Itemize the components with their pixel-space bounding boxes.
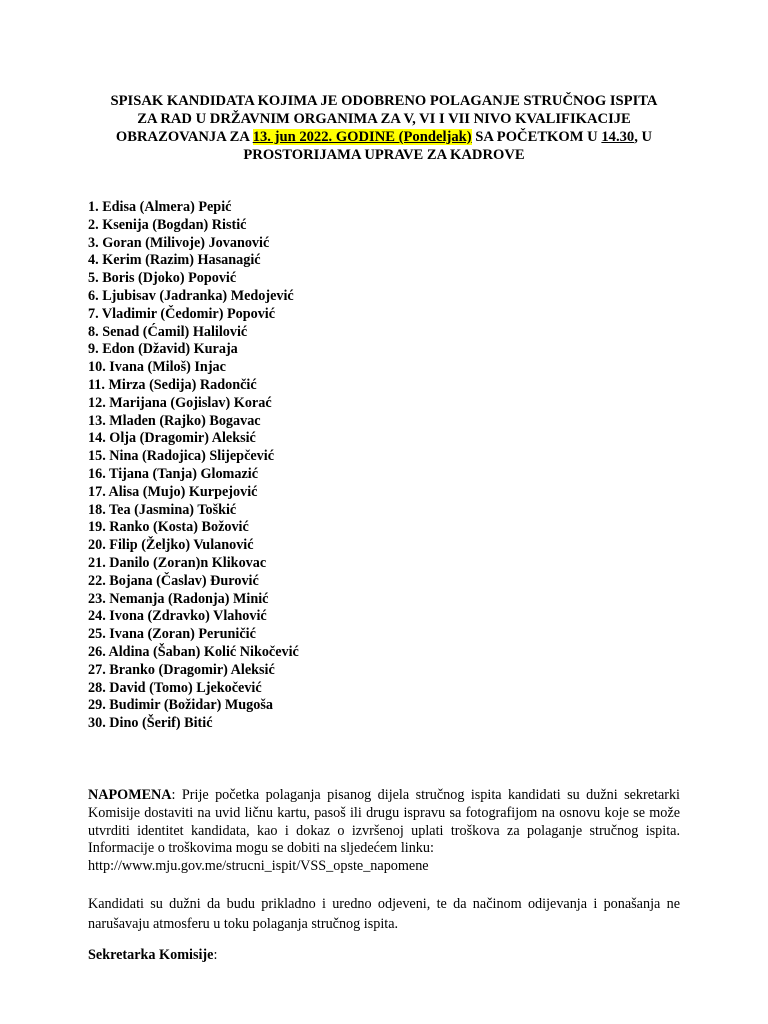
signature-label: Sekretarka Komisije [88, 947, 214, 963]
candidate-item: 9. Edon (Džavid) Kuraja [88, 341, 238, 358]
candidate-item: 20. Filip (Željko) Vulanović [88, 537, 254, 554]
info-link[interactable]: http://www.mju.gov.me/strucni_ispit/VSS_opste_napomene [88, 858, 429, 875]
candidate-item: 7. Vladimir (Čedomir) Popović [88, 305, 276, 322]
signature-colon: : [213, 947, 218, 963]
title-line-3-prefix: OBRAZOVANJA ZA [115, 129, 253, 145]
title-line-3-suffix: , U [634, 129, 653, 145]
candidate-item: 26. Aldina (Šaban) Kolić Nikočević [88, 643, 299, 660]
candidate-item: 3. Goran (Milivoje) Jovanović [88, 234, 270, 251]
candidate-item: 12. Marijana (Gojislav) Korać [88, 394, 272, 411]
candidate-item: 19. Ranko (Kosta) Božović [88, 519, 249, 536]
candidate-item: 2. Ksenija (Bogdan) Ristić [88, 216, 247, 233]
exam-date-highlight: 13. jun 2022. GODINE (Pondeljak) [252, 129, 472, 145]
candidate-item: 25. Ivana (Zoran) Peruničić [88, 626, 256, 643]
note-text: : Prije početka polaganja pisanog dijela stručnog ispita kandidati su dužni sekretarki Komisije dostaviti na uvid ličnu kartu, pasoš ili drugu ispravu sa fotografijom na osnovu koje se može utvrditi identitet kandidata, kao i dokaz o izvršenoj uplati troškova za polaganje stručnog ispita. Informacije o troškovima mogu se dobiti na sljedećem linku: [88, 787, 680, 857]
title-line-3-mid: SA POČETKOM U [471, 129, 602, 145]
title-line-1: SPISAK KANDIDATA KOJIMA JE ODOBRENO POLAGANJE STRUČNOG ISPITA [110, 93, 658, 109]
signature-block [88, 947, 217, 964]
candidate-item: 27. Branko (Dragomir) Aleksić [88, 661, 275, 678]
candidate-item: 4. Kerim (Razim) Hasanagić [88, 252, 261, 269]
note-label: NAPOMENA [88, 787, 172, 803]
title-line-4: PROSTORIJAMA UPRAVE ZA KADROVE [243, 147, 525, 163]
candidate-item: 15. Nina (Radojica) Slijepčević [88, 448, 274, 465]
candidate-item: 8. Senad (Ćamil) Halilović [88, 323, 248, 340]
candidate-item: 21. Danilo (Zoran)n Klikovac [88, 554, 267, 571]
candidate-item: 29. Budimir (Božidar) Mugoša [88, 697, 273, 714]
dress-code-paragraph: Kandidati su dužni da budu prikladno i uredno odjeveni, te da načinom odijevanja i ponašanja ne narušavaju atmosferu u toku polaganja stručnog ispita. [88, 896, 680, 932]
candidate-list [88, 199, 299, 733]
candidate-item: 22. Bojana (Časlav) Đurović [88, 572, 259, 589]
candidate-item: 1. Edisa (Almera) Pepić [88, 199, 232, 215]
candidate-item: 5. Boris (Djoko) Popović [88, 270, 237, 287]
candidate-item: 30. Dino (Šerif) Bitić [88, 715, 213, 732]
title-line-2: ZA RAD U DRŽAVNIM ORGANIMA ZA V, VI I VII NIVO KVALIFIKACIJE [137, 111, 631, 127]
candidate-item: 17. Alisa (Mujo) Kurpejović [88, 483, 258, 500]
candidate-item: 23. Nemanja (Radonja) Minić [88, 590, 269, 607]
candidate-item: 24. Ivona (Zdravko) Vlahović [88, 608, 267, 625]
candidate-item: 28. David (Tomo) Ljekočević [88, 679, 262, 696]
document-title [80, 92, 688, 164]
candidate-item: 11. Mirza (Sedija) Radončić [88, 376, 257, 393]
candidate-item: 18. Tea (Jasmina) Toškić [88, 501, 237, 518]
candidate-item: 13. Mladen (Rajko) Bogavac [88, 412, 261, 429]
candidate-item: 6. Ljubisav (Jadranka) Medojević [88, 287, 294, 304]
note-paragraph [88, 787, 680, 876]
title-line-3 [80, 128, 688, 146]
candidate-item: 10. Ivana (Miloš) Injac [88, 359, 226, 376]
candidate-item: 16. Tijana (Tanja) Glomazić [88, 465, 258, 482]
exam-time: 14.30 [601, 129, 635, 145]
candidate-item: 14. Olja (Dragomir) Aleksić [88, 430, 256, 447]
